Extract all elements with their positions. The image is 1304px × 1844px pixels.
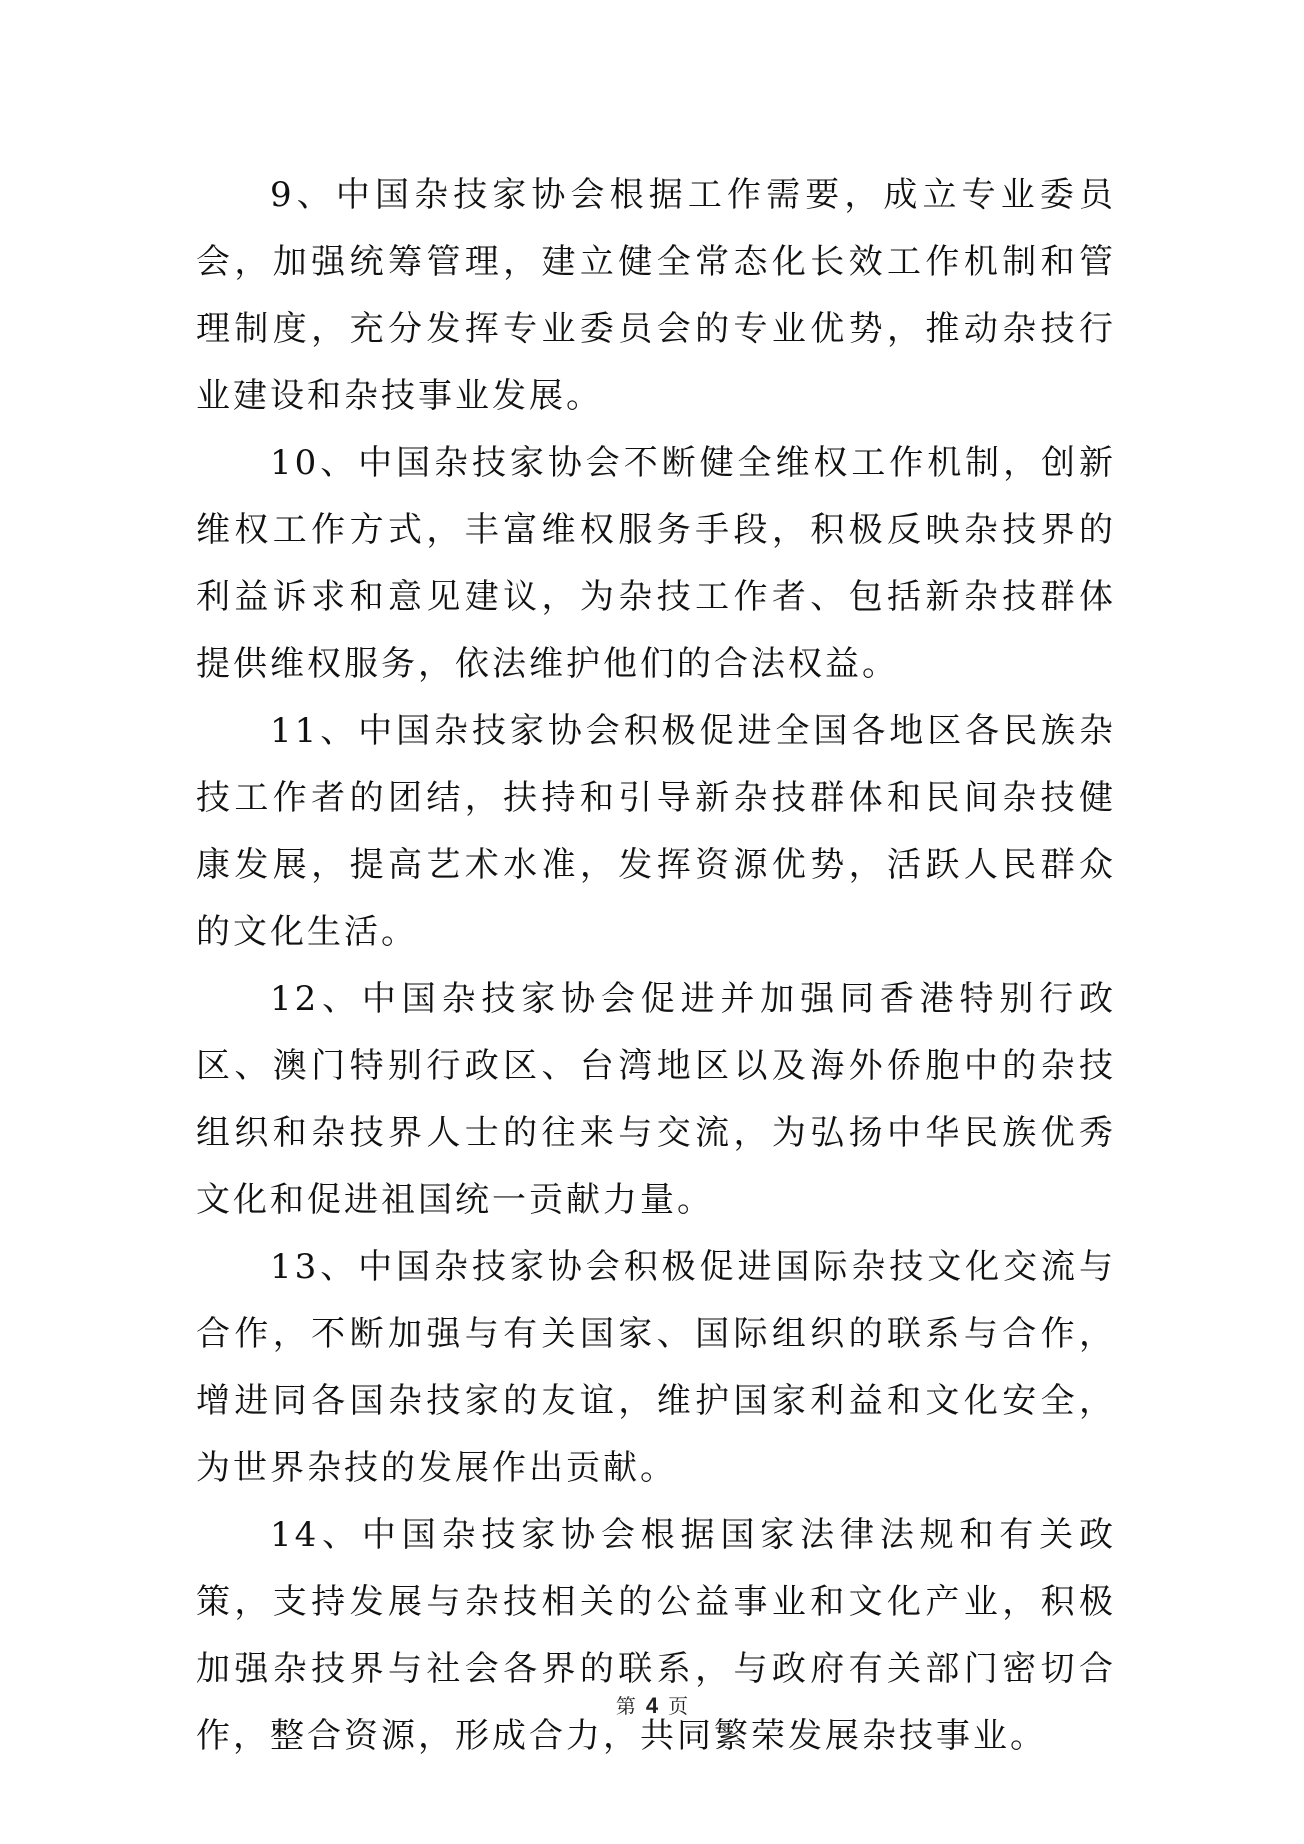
page-number-prefix: 第	[615, 1694, 636, 1718]
page-number: 4	[645, 1693, 659, 1718]
article-paragraph-11: 11、中国杂技家协会积极促进全国各地区各民族杂技工作者的团结，扶持和引导新杂技群体和民间杂技健康发展，提高艺术水准，发挥资源优势，活跃人民群众的文化生活。	[196, 711, 1116, 952]
page-footer	[0, 1692, 1304, 1720]
article-paragraph-13: 13、中国杂技家协会积极促进国际杂技文化交流与合作，不断加强与有关国家、国际组织的联系与合作，增进同各国杂技家的友谊，维护国家利益和文化安全，为世界杂技的发展作出贡献。	[196, 1247, 1116, 1488]
article-paragraph-9: 9、中国杂技家协会根据工作需要，成立专业委员会，加强统筹管理，建立健全常态化长效工作机制和管理制度，充分发挥专业委员会的专业优势，推动杂技行业建设和杂技事业发展。	[196, 175, 1116, 416]
article-paragraph-10: 10、中国杂技家协会不断健全维权工作机制，创新维权工作方式，丰富维权服务手段，积极反映杂技界的利益诉求和意见建议，为杂技工作者、包括新杂技群体提供维权服务，依法维护他们的合法权益。	[196, 443, 1116, 684]
article-paragraph-12: 12、中国杂技家协会促进并加强同香港特别行政区、澳门特别行政区、台湾地区以及海外侨胞中的杂技组织和杂技界人士的往来与交流，为弘扬中华民族优秀文化和促进祖国统一贡献力量。	[196, 979, 1116, 1220]
page-number-suffix: 页	[668, 1694, 689, 1718]
article-paragraph-14: 14、中国杂技家协会根据国家法律法规和有关政策，支持发展与杂技相关的公益事业和文化产业，积极加强杂技界与社会各界的联系，与政府有关部门密切合作，整合资源，形成合力，共同繁荣发展杂技事业。	[196, 1515, 1116, 1756]
document-body	[196, 162, 1116, 1770]
